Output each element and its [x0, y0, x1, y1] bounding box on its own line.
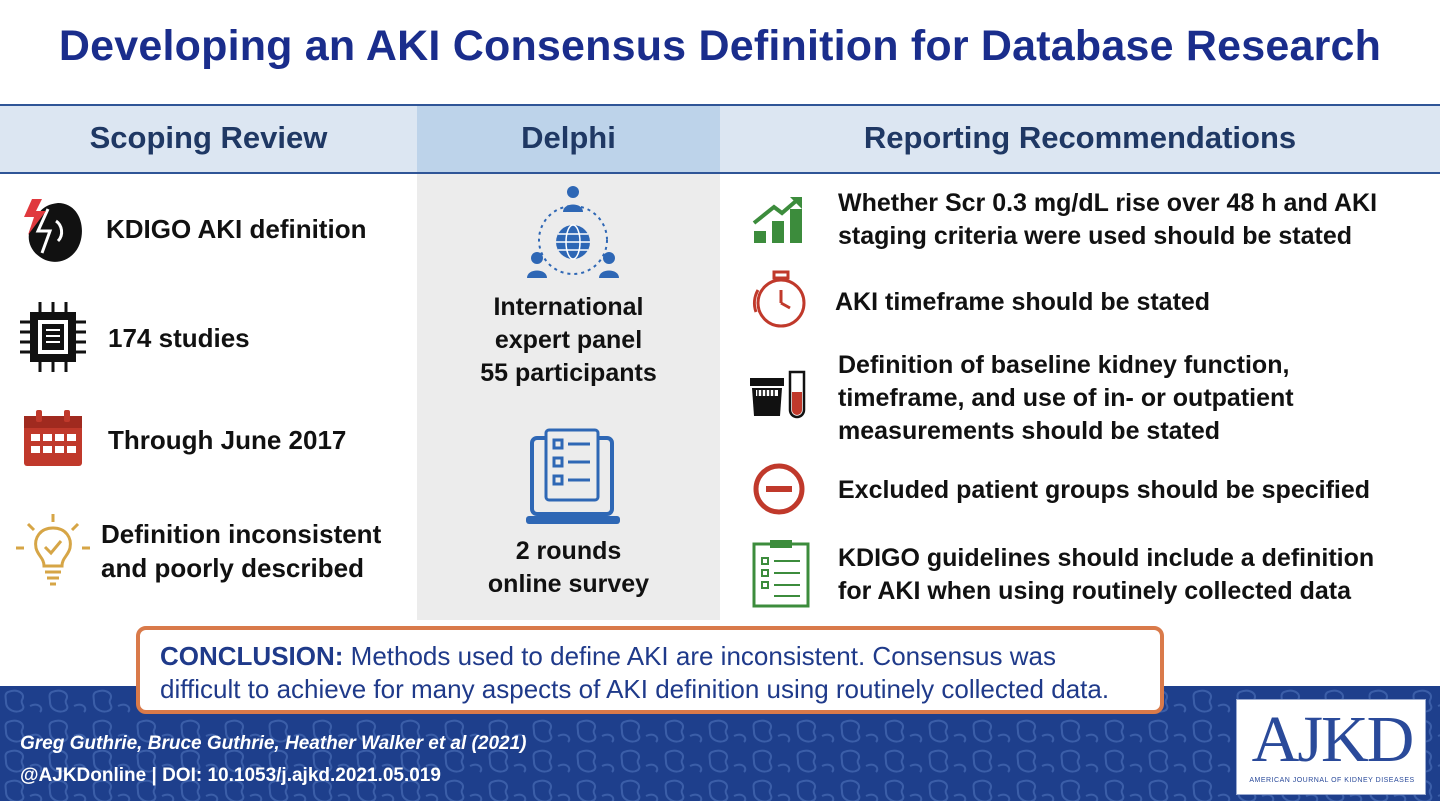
scoping-item-inconsistent-line2: and poorly described [101, 553, 364, 583]
delphi-survey-line1: 2 rounds [515, 537, 622, 565]
page-title: Developing an AKI Consensus Definition for Database Research [58, 22, 1382, 70]
recommendation-baseline-line1: Definition of baseline kidney function, [838, 351, 1290, 379]
clipboard-list-icon [752, 538, 810, 613]
recommendation-kdigo-guidelines-line2: for AKI when using routinely collected data [838, 577, 1352, 605]
delphi-expert-panel-line1: International [493, 293, 644, 321]
conclusion-line1 [160, 640, 1160, 673]
recommendation-baseline-line2: timeframe, and use of in- or outpatient [838, 384, 1294, 412]
recommendation-baseline [838, 349, 1428, 448]
delphi-expert-panel-line3: 55 participants [480, 359, 657, 387]
ajkd-logo [1236, 699, 1426, 795]
recommendation-baseline-line3: measurements should be stated [838, 417, 1221, 445]
microchip-document-icon [16, 302, 90, 377]
kidney-lightning-icon [18, 195, 90, 272]
conclusion-box [136, 626, 1164, 714]
lightbulb-check-icon [14, 512, 92, 593]
recommendation-kdigo-guidelines-line1: KDIGO guidelines should include a definition [838, 544, 1375, 572]
delphi-expert-panel [417, 291, 720, 390]
calendar-icon [22, 408, 84, 473]
footer-authors: Greg Guthrie, Bruce Guthrie, Heather Walker et al (2021) [20, 733, 527, 754]
global-network-icon [523, 184, 623, 285]
ajkd-logo-subtitle: AMERICAN JOURNAL OF KIDNEY DISEASES [1249, 777, 1415, 784]
delphi-expert-panel-line2: expert panel [494, 326, 643, 354]
recommendation-excluded-groups: Excluded patient groups should be specified [838, 476, 1371, 504]
recommendation-scr-criteria [838, 187, 1428, 253]
column-header-delphi: Delphi [521, 120, 616, 155]
conclusion-label: CONCLUSION: [160, 641, 344, 671]
recommendation-kdigo-guidelines [838, 542, 1428, 608]
bar-chart-arrow-icon [752, 195, 806, 250]
specimen-cup-tube-icon [748, 370, 808, 425]
scoping-item-definition: KDIGO AKI definition [106, 214, 367, 244]
ajkd-logo-text: AJKD [1251, 703, 1413, 776]
recommendation-scr-criteria-line2: staging criteria were used should be stated [838, 222, 1353, 250]
recommendation-scr-criteria-line1: Whether Scr 0.3 mg/dL rise over 48 h and AKI [838, 189, 1378, 217]
scoping-item-studies: 174 studies [108, 323, 250, 353]
minus-circle-icon [752, 462, 806, 521]
stopwatch-icon [752, 270, 808, 335]
recommendation-timeframe: AKI timeframe should be stated [835, 288, 1211, 316]
conclusion-text-line2: difficult to achieve for many aspects of AKI definition using routinely collected data. [160, 674, 1110, 704]
footer-doi: @AJKDonline | DOI: 10.1053/j.ajkd.2021.05.019 [20, 765, 441, 786]
column-header-scoping-review: Scoping Review [89, 120, 328, 155]
scoping-item-inconsistent [101, 517, 381, 585]
laptop-checklist-icon [524, 428, 622, 533]
scoping-item-inconsistent-line1: Definition inconsistent [101, 519, 382, 549]
column-header-reporting-recommendations: Reporting Recommendations [863, 120, 1297, 155]
delphi-survey [417, 535, 720, 601]
delphi-survey-line2: online survey [487, 570, 650, 598]
scoping-item-date: Through June 2017 [108, 425, 347, 455]
conclusion-text-line1: Methods used to define AKI are inconsistent. Consensus was [343, 641, 1056, 671]
